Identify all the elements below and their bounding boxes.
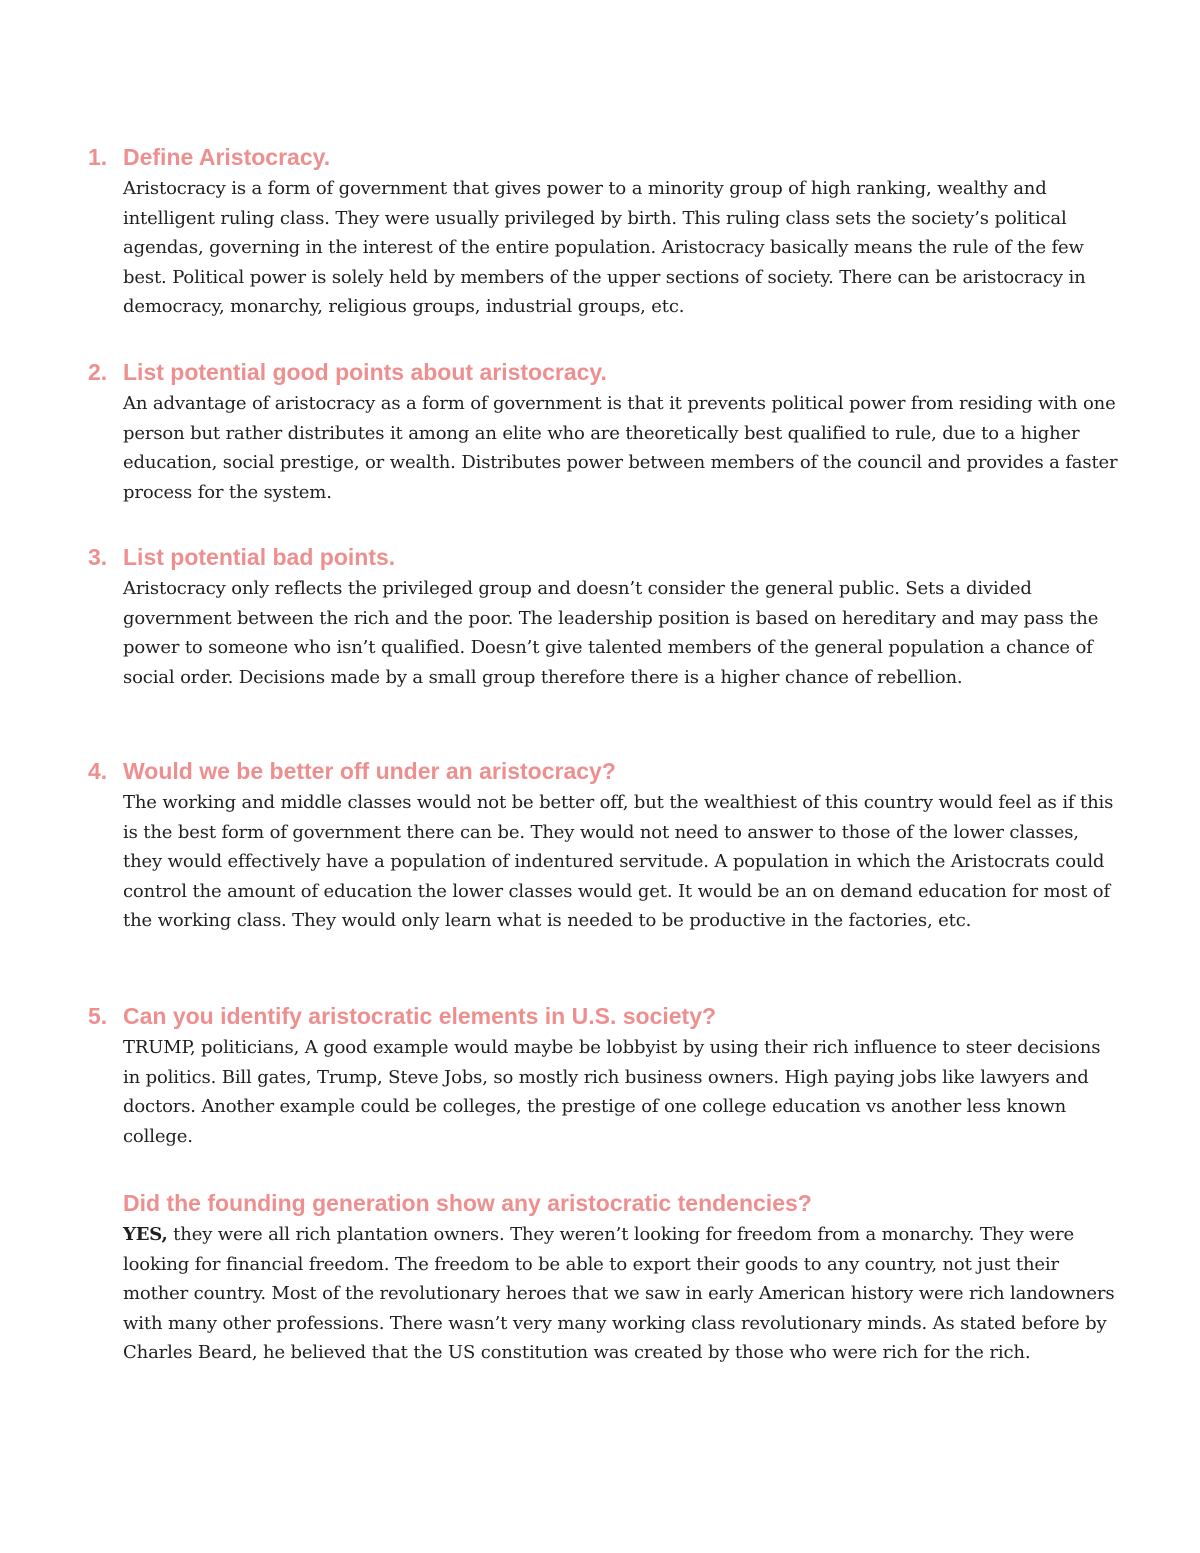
final-question-heading bbox=[88, 1188, 1118, 1218]
answer-text: An advantage of aristocracy as a form of government is that it prevents political power from residing with one person but rather distributes it among an elite who are theoretically best qualified to rule, due to a higher education, social prestige, or wealth. Distributes power between members of the council and provides a faster process for the system. bbox=[123, 393, 1118, 503]
question-2-heading bbox=[88, 357, 1118, 387]
answer-text: Aristocracy is a form of government that gives power to a minority group of high ranking, wealthy and intelligent ruling class. They were usually privileged by birth. This ruling class sets the society’s political agendas, governing in the interest of the entire population. Aristocracy basically means the rule of the few best. Political power is solely held by members of the upper sections of society. There can be aristocracy in democracy, monarchy, religious groups, industrial groups, etc. bbox=[123, 178, 1086, 318]
question-title: Define Aristocracy. bbox=[123, 144, 331, 170]
question-5 bbox=[88, 1001, 1118, 1151]
question-4 bbox=[88, 756, 1118, 936]
question-title: Did the founding generation show any aristocratic tendencies? bbox=[123, 1190, 812, 1216]
answer-text: Aristocracy only reflects the privileged group and doesn’t consider the general public. Sets a divided government between the rich and the poor. The leadership position is based on hereditary and may pass the power to someone who isn’t qualified. Doesn’t give talented members of the general population a chance of social order. Decisions made by a small group therefore there is a higher chance of rebellion. bbox=[123, 578, 1099, 688]
question-title: List potential good points about aristocracy. bbox=[123, 359, 607, 385]
question-1-answer bbox=[123, 174, 1118, 322]
question-3 bbox=[88, 542, 1118, 692]
final-question bbox=[88, 1188, 1118, 1368]
question-number: 2. bbox=[88, 359, 108, 385]
answer-text: they were all rich plantation owners. They weren’t looking for freedom from a monarchy. They were looking for financial freedom. The freedom to be able to export their goods to any country, not just their mother country. Most of the revolutionary heroes that we saw in early American history were rich landowners with many other professions. There wasn’t very many working class revolutionary minds. As stated before by Charles Beard, he believed that the US constitution was created by those who were rich for the rich. bbox=[123, 1224, 1115, 1364]
question-title: List potential bad points. bbox=[123, 544, 396, 570]
answer-text: TRUMP, politicians, A good example would maybe be lobbyist by using their rich influence to steer decisions in politics. Bill gates, Trump, Steve Jobs, so mostly rich business owners. High paying jobs like lawyers and doctors. Another example could be colleges, the prestige of one college education vs another less known college. bbox=[123, 1037, 1101, 1147]
answer-text: The working and middle classes would not be better off, but the wealthiest of this country would feel as if this is the best form of government there can be. They would not need to answer to those of the lower classes, they would effectively have a population of indentured servitude. A population in which the Aristocrats could control the amount of education the lower classes would get. It would be an on demand education for most of the working class. They would only learn what is needed to be productive in the factories, etc. bbox=[123, 792, 1114, 932]
question-number: 4. bbox=[88, 758, 108, 784]
question-title: Can you identify aristocratic elements in U.S. society? bbox=[123, 1003, 717, 1029]
question-number: 3. bbox=[88, 544, 108, 570]
question-4-heading bbox=[88, 756, 1118, 786]
final-question-answer bbox=[123, 1220, 1118, 1368]
question-1-heading bbox=[88, 142, 1118, 172]
question-2 bbox=[88, 357, 1118, 507]
question-number: 5. bbox=[88, 1003, 108, 1029]
question-number: 1. bbox=[88, 144, 108, 170]
question-4-answer bbox=[123, 788, 1118, 936]
question-5-answer bbox=[123, 1033, 1118, 1151]
question-title: Would we be better off under an aristocracy? bbox=[123, 758, 616, 784]
question-5-heading bbox=[88, 1001, 1118, 1031]
question-3-heading bbox=[88, 542, 1118, 572]
answer-lead: YES, bbox=[123, 1224, 168, 1245]
question-3-answer bbox=[123, 574, 1118, 692]
question-2-answer bbox=[123, 389, 1118, 507]
question-1 bbox=[88, 142, 1118, 322]
answer-paragraph bbox=[123, 1220, 1118, 1368]
